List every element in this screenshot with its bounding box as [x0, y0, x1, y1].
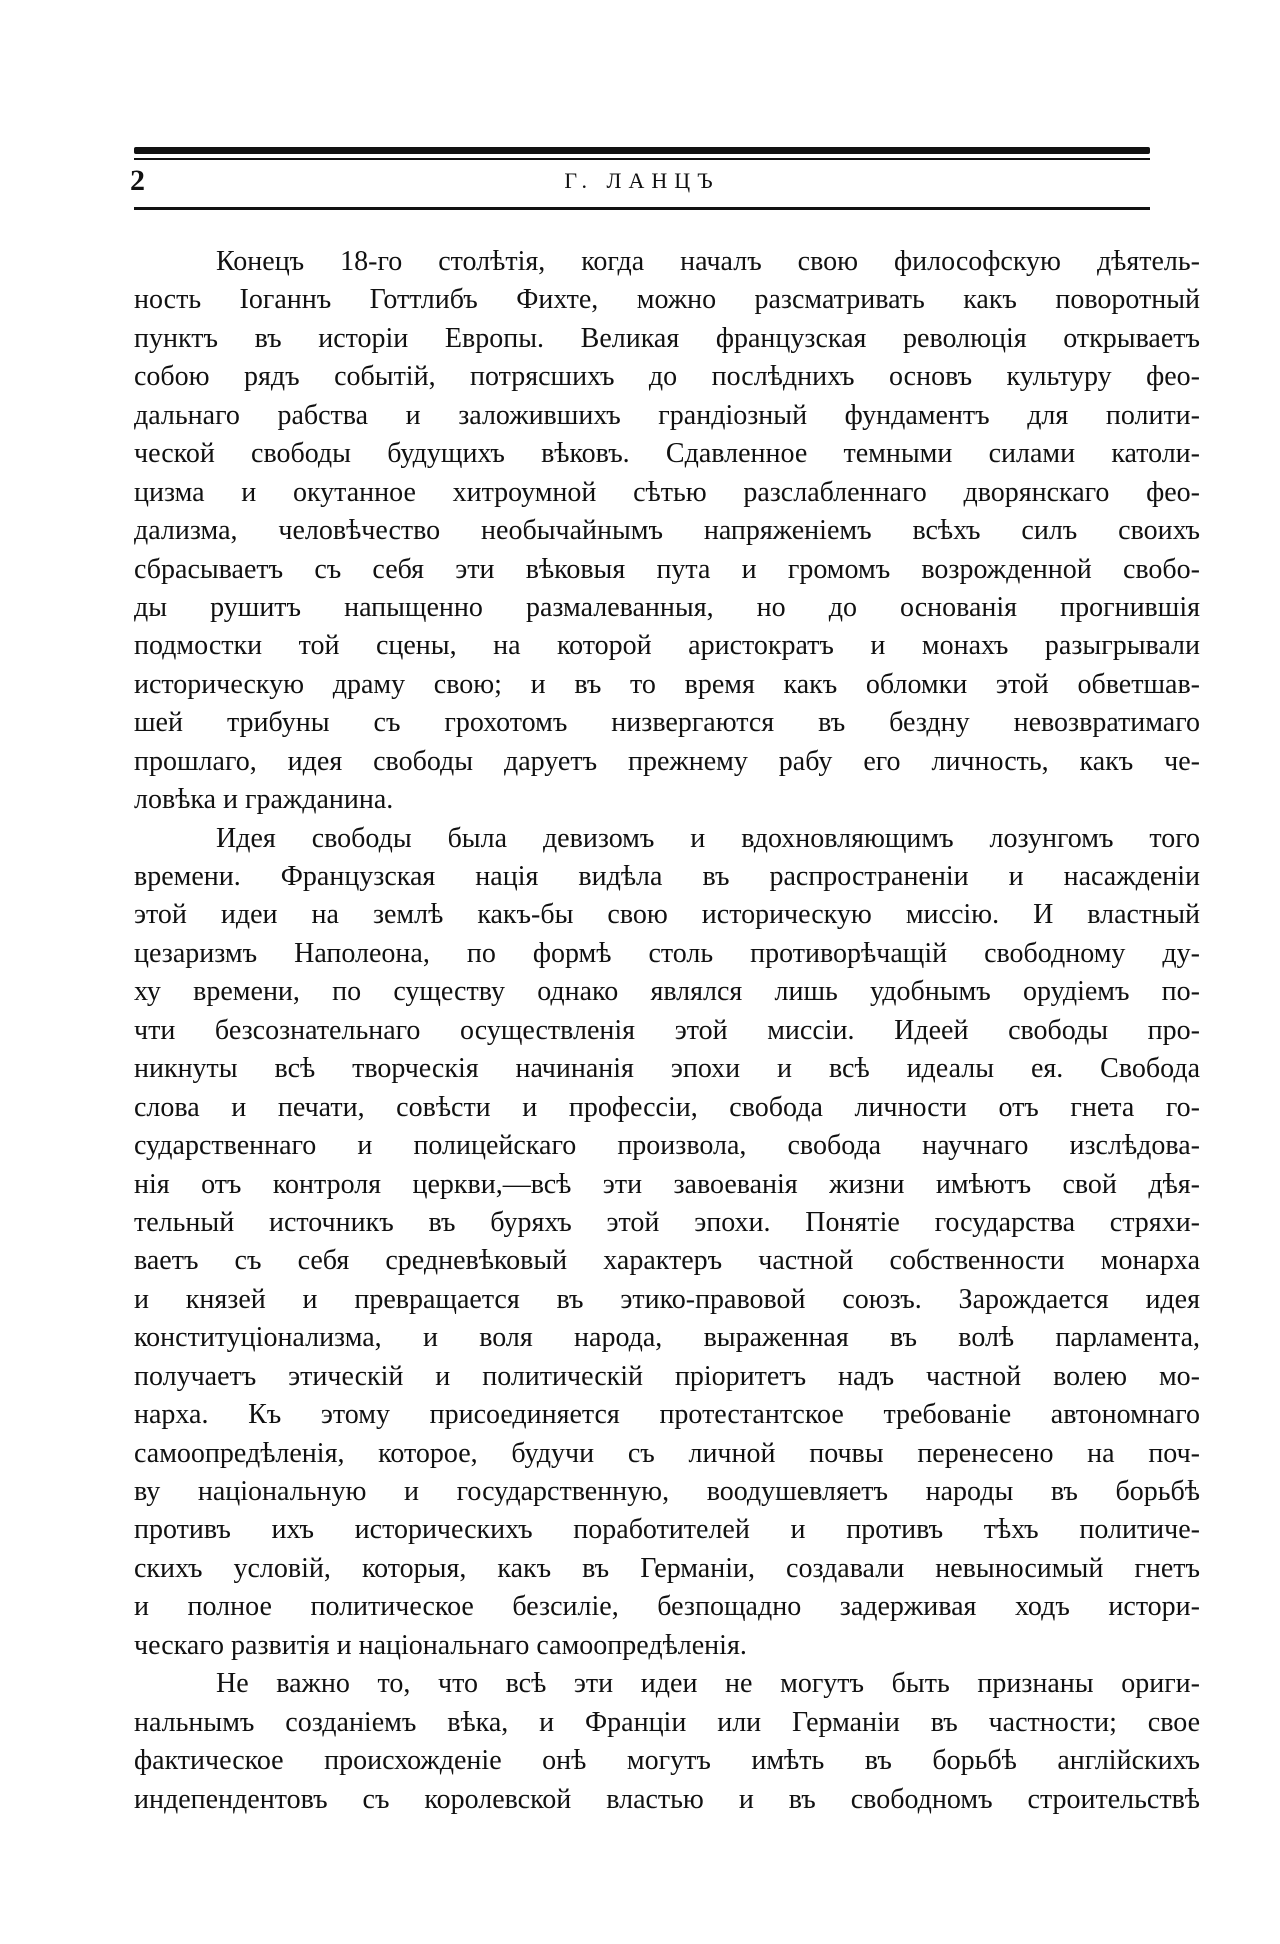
- text-line: нія отъ контроля церкви,—всѣ эти завоеванія жизни имѣютъ свой дѣя-: [134, 1168, 1200, 1200]
- header-rule-bottom: [134, 207, 1150, 210]
- text-line: ву національную и государственную, воодушевляетъ народы въ борьбѣ: [134, 1476, 1200, 1507]
- text-line: прошлаго, идея свободы даруетъ прежнему рабу его личность, какъ че-: [134, 745, 1200, 777]
- text-line: Не важно то, что всѣ эти идеи не могутъ быть признаны ориги-: [216, 1668, 1200, 1700]
- text-line: чти безсознательнаго осуществленія этой миссіи. Идеей свободы про-: [134, 1014, 1200, 1046]
- text-line: ваетъ съ себя средневѣковый характеръ частной собственности монарха: [134, 1245, 1200, 1277]
- text-line: получаетъ этическій и политическій пріоритетъ надъ частной волею мо-: [134, 1360, 1200, 1392]
- text-line: Конецъ 18-го столѣтія, когда началъ свою философскую дѣятель-: [216, 246, 1200, 277]
- text-line: ды рушитъ напыщенно размалеванныя, но до основанія прогнившія: [134, 591, 1200, 623]
- text-line: противъ ихъ историческихъ поработителей и противъ тѣхъ политиче-: [134, 1514, 1200, 1546]
- paragraph: [134, 1665, 1200, 1819]
- text-line: ческой свободы будущихъ вѣковъ. Сдавленное темными силами католи-: [134, 438, 1200, 470]
- text-line: ху времени, по существу однако являлся лишь удобнымъ орудіемъ по-: [134, 976, 1200, 1008]
- text-line: конституціонализма, и воля народа, выраженная въ волѣ парламента,: [134, 1322, 1200, 1354]
- text-line: ческаго развитія и національнаго самоопредѣленія.: [134, 1629, 747, 1661]
- header-rule-thin: [134, 158, 1150, 160]
- text-line: цезаризмъ Наполеона, по формѣ столь противорѣчащій свободному ду-: [134, 937, 1200, 969]
- text-line: сударственнаго и полицейскаго произвола, свобода научнаго изслѣдова-: [134, 1130, 1200, 1162]
- text-line: и князей и превращается въ этико-правовой союзъ. Зарождается идея: [134, 1283, 1200, 1315]
- text-line: нарха. Къ этому присоединяется протестантское требованіе автономнаго: [134, 1399, 1200, 1431]
- text-line: Идея свободы была девизомъ и вдохновляющимъ лозунгомъ того: [216, 822, 1200, 854]
- text-line: индепендентовъ съ королевской властью и въ свободномъ строительствѣ: [134, 1783, 1200, 1815]
- text-line: никнуты всѣ творческія начинанія эпохи и всѣ идеалы ея. Свобода: [134, 1053, 1200, 1085]
- text-line: нальнымъ созданіемъ вѣка, и Франціи или Германіи въ частности; свое: [134, 1706, 1200, 1738]
- text-line: ность Іоганнъ Готтлибъ Фихте, можно разсматривать какъ поворотный: [134, 284, 1200, 316]
- text-line: тельный источникъ въ буряхъ этой эпохи. Понятіе государства стряхи-: [134, 1206, 1200, 1238]
- body-text: [134, 243, 1200, 1819]
- text-line: скихъ условій, которыя, какъ въ Германіи, создавали невыносимый гнетъ: [134, 1552, 1200, 1584]
- page-number: 2: [130, 164, 145, 197]
- text-line: дализма, человѣчество необычайнымъ напряженіемъ всѣхъ силъ своихъ: [134, 515, 1200, 547]
- text-line: этой идеи на землѣ какъ-бы свою историческую миссію. И властный: [134, 899, 1200, 931]
- text-line: сбрасываетъ съ себя эти вѣковыя пута и громомъ возрожденной свобо-: [134, 553, 1200, 585]
- text-line: дальнаго рабства и заложившихъ грандіозный фундаментъ для полити-: [134, 399, 1200, 431]
- text-line: историческую драму свою; и въ то время какъ обломки этой обветшав-: [134, 668, 1200, 700]
- text-line: собою рядъ событій, потрясшихъ до послѣднихъ основъ культуру фео-: [134, 361, 1200, 393]
- paragraph: [134, 243, 1200, 820]
- text-line: слова и печати, совѣсти и профессіи, свобода личности отъ гнета го-: [134, 1091, 1200, 1123]
- text-line: цизма и окутанное хитроумной сѣтью разслабленнаго дворянскаго фео-: [134, 476, 1200, 508]
- text-line: подмостки той сцены, на которой аристократъ и монахъ разыгрывали: [134, 630, 1200, 662]
- text-line: пунктъ въ исторіи Европы. Великая французская революція открываетъ: [134, 322, 1200, 354]
- paragraph: [134, 820, 1200, 1666]
- text-line: времени. Французская нація видѣла въ распространеніи и насажденіи: [134, 861, 1200, 892]
- header-rule-thick: [134, 147, 1150, 154]
- text-line: фактическое происхожденіе онѣ могутъ имѣть въ борьбѣ англійскихъ: [134, 1745, 1200, 1777]
- text-line: самоопредѣленія, которое, будучи съ личной почвы перенесено на поч-: [134, 1437, 1200, 1469]
- text-line: и полное политическое безсиліе, безпощадно задерживая ходъ истори-: [134, 1591, 1200, 1623]
- text-line: ловѣка и гражданина.: [134, 784, 394, 816]
- running-title: Г. ЛАНЦЪ: [564, 168, 720, 193]
- text-line: шей трибуны съ грохотомъ низвергаются въ бездну невозвратимаго: [134, 707, 1200, 739]
